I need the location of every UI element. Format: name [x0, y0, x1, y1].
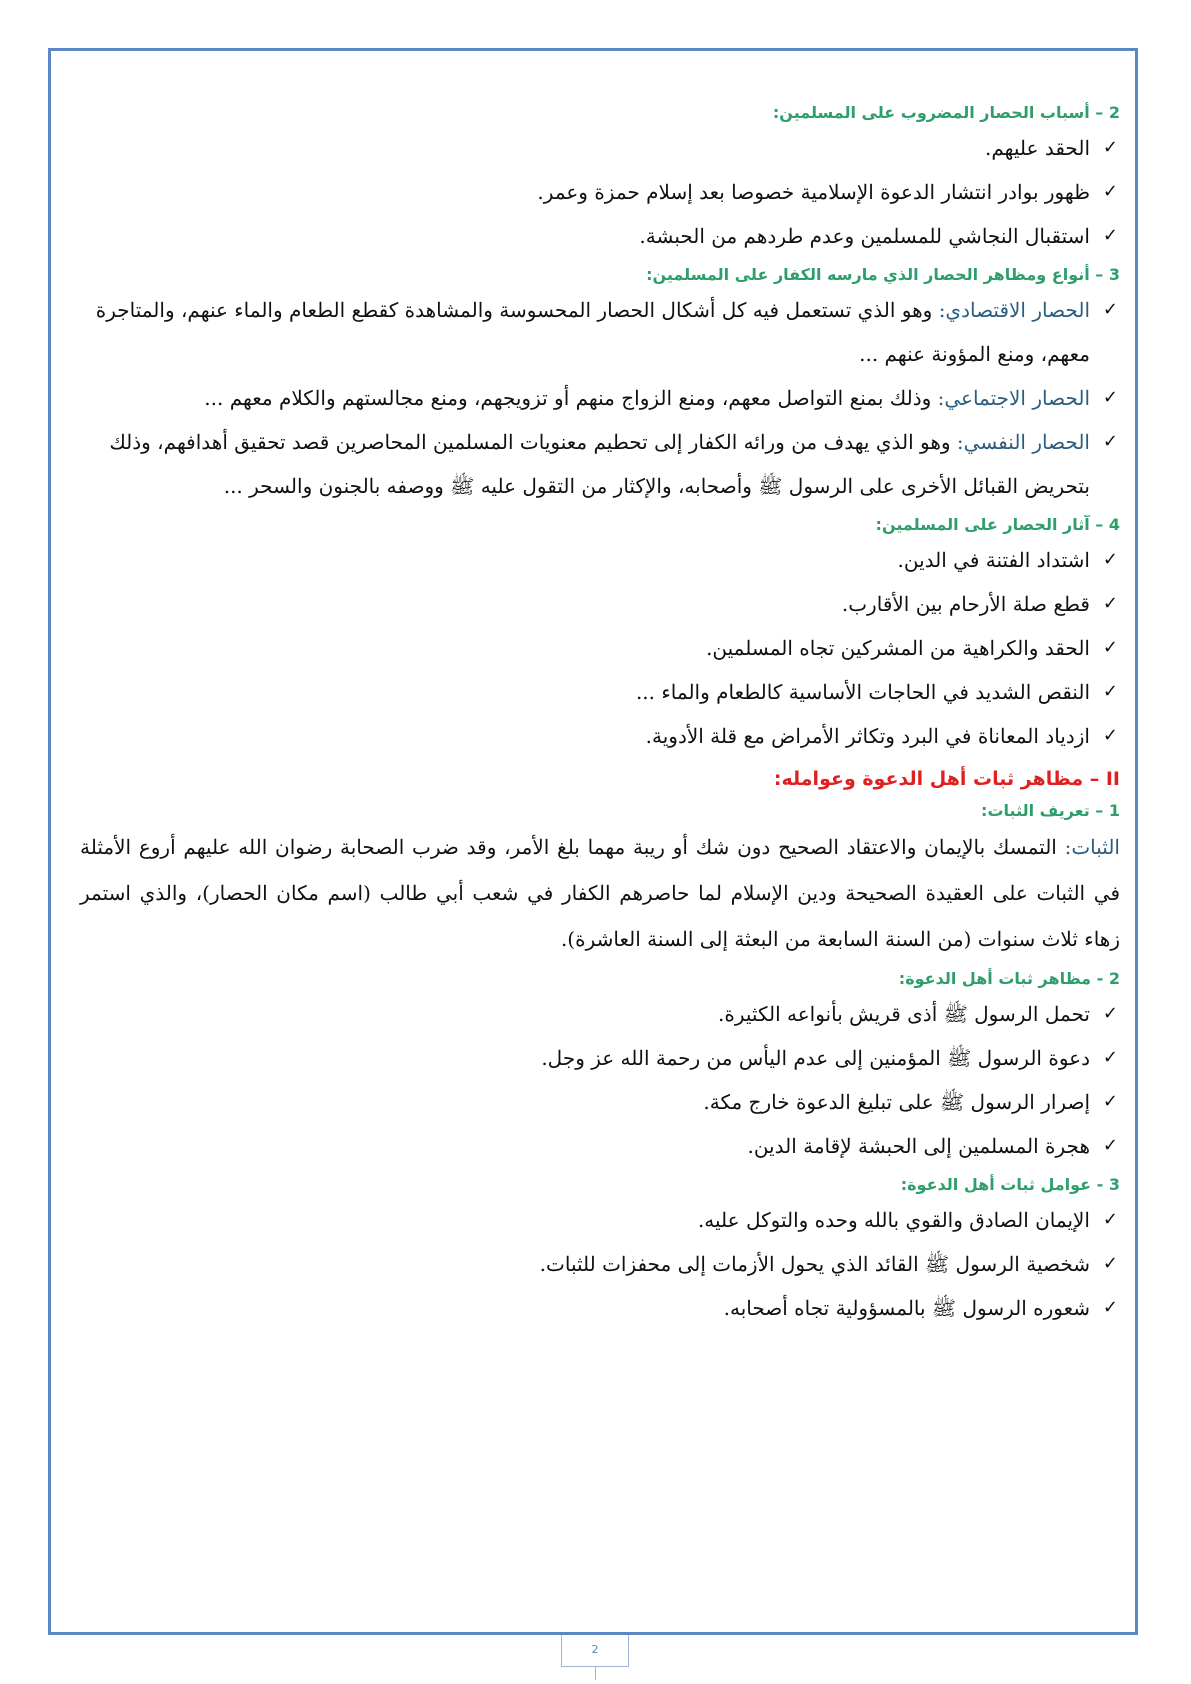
- term-label: الحصار النفسي:: [956, 430, 1090, 454]
- list-item: ✓ الحصار النفسي: وهو الذي يهدف من ورائه الكفار إلى تحطيم معنويات المسلمين المحاصرين قصد تحقيق أهدافهم، وذلك بتحريض القبائل الأخرى على الرسول ﷺ وأصحابه، والإكثار من التقول عليه ﷺ ووصفه بالجنون والسحر ...: [80, 420, 1120, 508]
- check-icon: ✓: [1102, 299, 1118, 320]
- check-icon: ✓: [1102, 681, 1118, 702]
- term-label: الثبات:: [1064, 835, 1120, 859]
- manifestations-list: [80, 992, 1120, 1168]
- list-item: ✓ هجرة المسلمين إلى الحبشة لإقامة الدين.: [80, 1124, 1120, 1168]
- check-icon: ✓: [1102, 1209, 1118, 1230]
- list-item: ✓ اشتداد الفتنة في الدين.: [80, 538, 1120, 582]
- list-item: ✓ النقص الشديد في الحاجات الأساسية كالطعام والماء ...: [80, 670, 1120, 714]
- heading-part2: II – مظاهر ثبات أهل الدعوة وعوامله:: [773, 768, 1120, 790]
- effects-list: [80, 538, 1120, 758]
- page-number-tick: [595, 1666, 596, 1680]
- list-item: ✓ الحصار الاقتصادي: وهو الذي تستعمل فيه كل أشكال الحصار المحسوسة والمشاهدة كقطع الطعام والماء عنهم، والمتاجرة معهم، ومنع المؤونة عنهم ...: [80, 288, 1120, 376]
- factors-list: [80, 1198, 1120, 1330]
- page-number: 2: [591, 1643, 599, 1656]
- list-item: ✓ استقبال النجاشي للمسلمين وعدم طردهم من الحبشة.: [80, 214, 1120, 258]
- check-icon: ✓: [1102, 549, 1118, 570]
- check-icon: ✓: [1102, 1091, 1118, 1112]
- page-number-box: [561, 1635, 629, 1667]
- term-label: الحصار الاجتماعي:: [937, 386, 1090, 410]
- check-icon: ✓: [1102, 1047, 1118, 1068]
- check-icon: ✓: [1102, 225, 1118, 246]
- check-icon: ✓: [1102, 593, 1118, 614]
- check-icon: ✓: [1102, 387, 1118, 408]
- document-body: [80, 96, 1120, 1330]
- heading-effects: 4 – آثار الحصار على المسلمين:: [875, 515, 1120, 534]
- check-icon: ✓: [1102, 137, 1118, 158]
- list-item: ✓ إصرار الرسول ﷺ على تبليغ الدعوة خارج مكة.: [80, 1080, 1120, 1124]
- list-item: ✓ ظهور بوادر انتشار الدعوة الإسلامية خصوصا بعد إسلام حمزة وعمر.: [80, 170, 1120, 214]
- check-icon: ✓: [1102, 637, 1118, 658]
- heading-types: 3 – أنواع ومظاهر الحصار الذي مارسه الكفار على المسلمين:: [646, 265, 1120, 284]
- list-item: ✓ ازدياد المعاناة في البرد وتكاثر الأمراض مع قلة الأدوية.: [80, 714, 1120, 758]
- types-list: [80, 288, 1120, 508]
- causes-list: [80, 126, 1120, 258]
- list-item: ✓ الحصار الاجتماعي: وذلك بمنع التواصل معهم، ومنع الزواج منهم أو تزويجهم، ومنع مجالستهم والكلام معهم ...: [80, 376, 1120, 420]
- list-item: ✓ الحقد عليهم.: [80, 126, 1120, 170]
- list-item: ✓ شعوره الرسول ﷺ بالمسؤولية تجاه أصحابه.: [80, 1286, 1120, 1330]
- check-icon: ✓: [1102, 181, 1118, 202]
- check-icon: ✓: [1102, 1297, 1118, 1318]
- check-icon: ✓: [1102, 1135, 1118, 1156]
- check-icon: ✓: [1102, 1003, 1118, 1024]
- list-item: ✓ الحقد والكراهية من المشركين تجاه المسلمين.: [80, 626, 1120, 670]
- heading-manifestations: 2 - مظاهر ثبات أهل الدعوة:: [898, 969, 1120, 988]
- check-icon: ✓: [1102, 431, 1118, 452]
- list-item: ✓ شخصية الرسول ﷺ القائد الذي يحول الأزمات إلى محفزات للثبات.: [80, 1242, 1120, 1286]
- term-label: الحصار الاقتصادي:: [938, 298, 1090, 322]
- list-item: ✓ تحمل الرسول ﷺ أذى قريش بأنواعه الكثيرة.: [80, 992, 1120, 1036]
- list-item: ✓ دعوة الرسول ﷺ المؤمنين إلى عدم اليأس من رحمة الله عز وجل.: [80, 1036, 1120, 1080]
- heading-factors: 3 - عوامل ثبات أهل الدعوة:: [900, 1175, 1120, 1194]
- list-item: ✓ قطع صلة الأرحام بين الأقارب.: [80, 582, 1120, 626]
- list-item: ✓ الإيمان الصادق والقوي بالله وحده والتوكل عليه.: [80, 1198, 1120, 1242]
- check-icon: ✓: [1102, 725, 1118, 746]
- definition-paragraph: الثبات: التمسك بالإيمان والاعتقاد الصحيح دون شك أو ريبة مهما بلغ الأمر، وقد ضرب الصحابة رضوان الله عليهم أروع الأمثلة في الثبات على العقيدة الصحيحة ودين الإسلام لما حاصرهم الكفار في شعب أبي طالب (اسم مكان الحصار)، والذي استمر زهاء ثلاث سنوات (من السنة السابعة من البعثة إلى السنة العاشرة).: [80, 835, 1121, 951]
- heading-definition: 1 – تعريف الثبات:: [981, 801, 1120, 820]
- heading-causes: 2 – أسباب الحصار المضروب على المسلمين:: [772, 103, 1120, 122]
- check-icon: ✓: [1102, 1253, 1118, 1274]
